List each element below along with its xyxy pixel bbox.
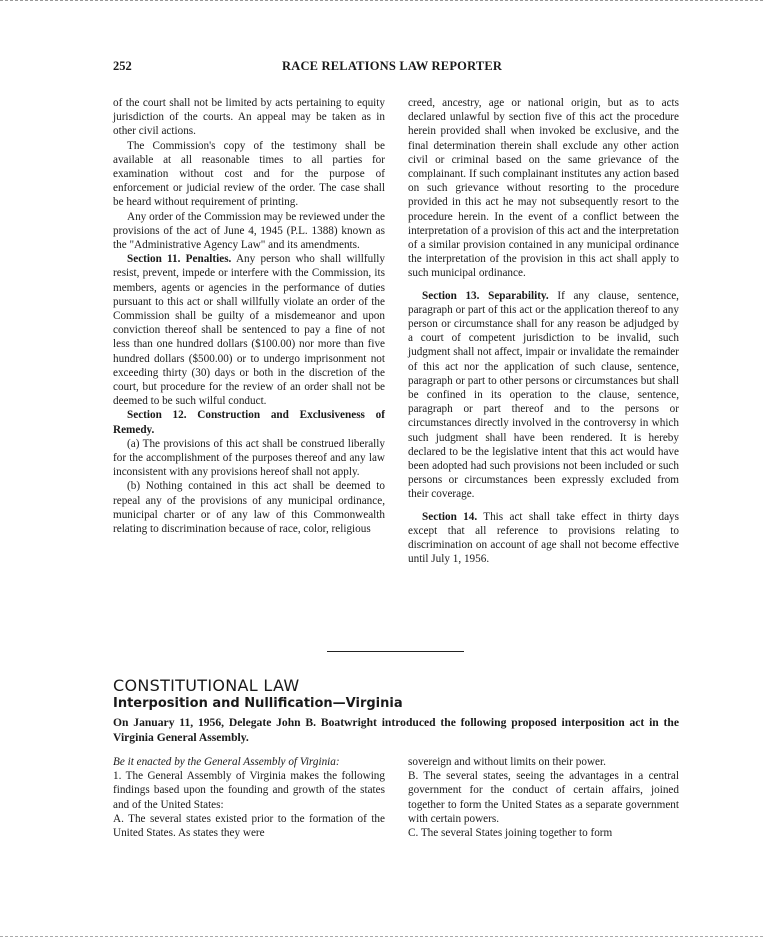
section-divider [327, 651, 464, 652]
upper-right-column [408, 96, 679, 567]
section-heading: Section 14. [422, 510, 478, 523]
section-subtitle: Interposition and Nullification—Virginia [113, 696, 403, 711]
section-text: If any clause, sentence, paragraph or part of this act or the application thereof to any person or circumstance shall for any reason be adjudged by a court of competent jurisdiction to be invalid, such judgment shall not affect, impair or invalidate the remainder of this act nor the application of such clause, sentence, paragraph or part to other persons or circumstances but shall be confined in its operation to the clause, sentence, paragraph or part thereof and to the persons or circumstances directly involved in the controversy in which such judgment shall have been rendered. It is hereby declared to be the legislative intent that this act would have been adopted had such provisions not been included or such persons or circumstances been expressly excluded from their coverage. [408, 289, 679, 501]
paragraph: 1. The General Assembly of Virginia makes the following findings based upon the founding and growth of the states and of the United States: [113, 770, 385, 811]
bottom-border [0, 936, 763, 937]
paragraph: (b) Nothing contained in this act shall be deemed to repeal any of the provisions of any municipal ordinance, municipal charter or of any law of this Commonwealth relating to discrimination because of race, color, religious [113, 480, 385, 536]
paragraph: B. The several states, seeing the advantages in a central government for the conduct of certain affairs, joined together to form the United States as a separate government with certain powers. [408, 770, 679, 825]
lower-right-column [408, 755, 679, 840]
lower-left-column [113, 755, 385, 840]
paragraph [113, 408, 385, 436]
top-border [0, 0, 763, 1]
section-heading: Section 12. Construction and Exclusiveness of Remedy. [113, 409, 385, 436]
section-text: This act shall take effect in thirty days except that all reference to provisions relating to discrimination on account of age shall not become effective until July 1, 1956. [408, 510, 679, 566]
section-title: CONSTITUTIONAL LAW [113, 676, 300, 695]
running-title: RACE RELATIONS LAW REPORTER [282, 59, 503, 73]
paragraph: The Commission's copy of the testimony shall be available at all reasonable times to all parties for examination without cost and for the purpose of enforcement or judicial review of the order. The case shall be heard without requirement of printing. [113, 139, 385, 209]
paragraph: creed, ancestry, age or national origin, but as to acts declared unlawful by section five of this act the procedure herein provided shall when invoked be exclusive, and the final determination therein shall exclude any other action civil or criminal based on the same grievance of the complainant. If such complainant institutes any action based on such grievance without resorting to the procedure provided in this act he may not subsequently resort to the procedure herein. In the event of a conflict between the interpretation of a provision of this act and the interpretation of a similar provision contained in any municipal ordinance the interpretation of the provision in this act shall apply to such municipal ordinance. [408, 97, 679, 280]
paragraph [113, 252, 385, 408]
enacting-clause: Be it enacted by the General Assembly of Virginia: [113, 756, 340, 768]
paragraph: C. The several States joining together to form [408, 827, 613, 840]
paragraph: sovereign and without limits on their power. [408, 756, 606, 768]
paragraph [408, 510, 679, 567]
section-heading: Section 13. Separability. [422, 289, 549, 302]
paragraph: (a) The provisions of this act shall be construed liberally for the accomplishment of the purposes thereof and any law inconsistent with any provisions hereof shall not apply. [113, 437, 385, 479]
paragraph: Any order of the Commission may be reviewed under the provisions of the act of June 4, 1945 (P.L. 1388) known as the "Administrative Agency Law" and its amendments. [113, 210, 385, 252]
section-heading: Section 11. Penalties. [127, 253, 232, 266]
section-intro: On January 11, 1956, Delegate John B. Boatwright introduced the following proposed interposition act in the Virginia General Assembly. [113, 716, 679, 744]
page-number: 252 [113, 59, 132, 73]
section-text: Any person who shall willfully resist, prevent, impede or interfere with the Commission, its members, agents or agencies in the performance of duties pursuant to this act or shall willfully violate an order of the Commission shall be guilty of a misdemeanor and upon conviction thereof shall be sentenced to pay a fine of not less than one hundred dollars ($100.00) nor more than five hundred dollars ($500.00) or to undergo imprisonment not exceeding thirty (30) days or both in the discretion of the court, but procedure for the review of an order shall not be deemed to be such wilful conduct. [113, 253, 385, 408]
upper-left-column [113, 96, 385, 536]
paragraph: of the court shall not be limited by acts pertaining to equity jurisdiction of the courts. An appeal may be taken as in other civil actions. [113, 97, 385, 138]
paragraph: A. The several states existed prior to the formation of the United States. As states they were [113, 812, 385, 840]
paragraph [408, 289, 679, 502]
